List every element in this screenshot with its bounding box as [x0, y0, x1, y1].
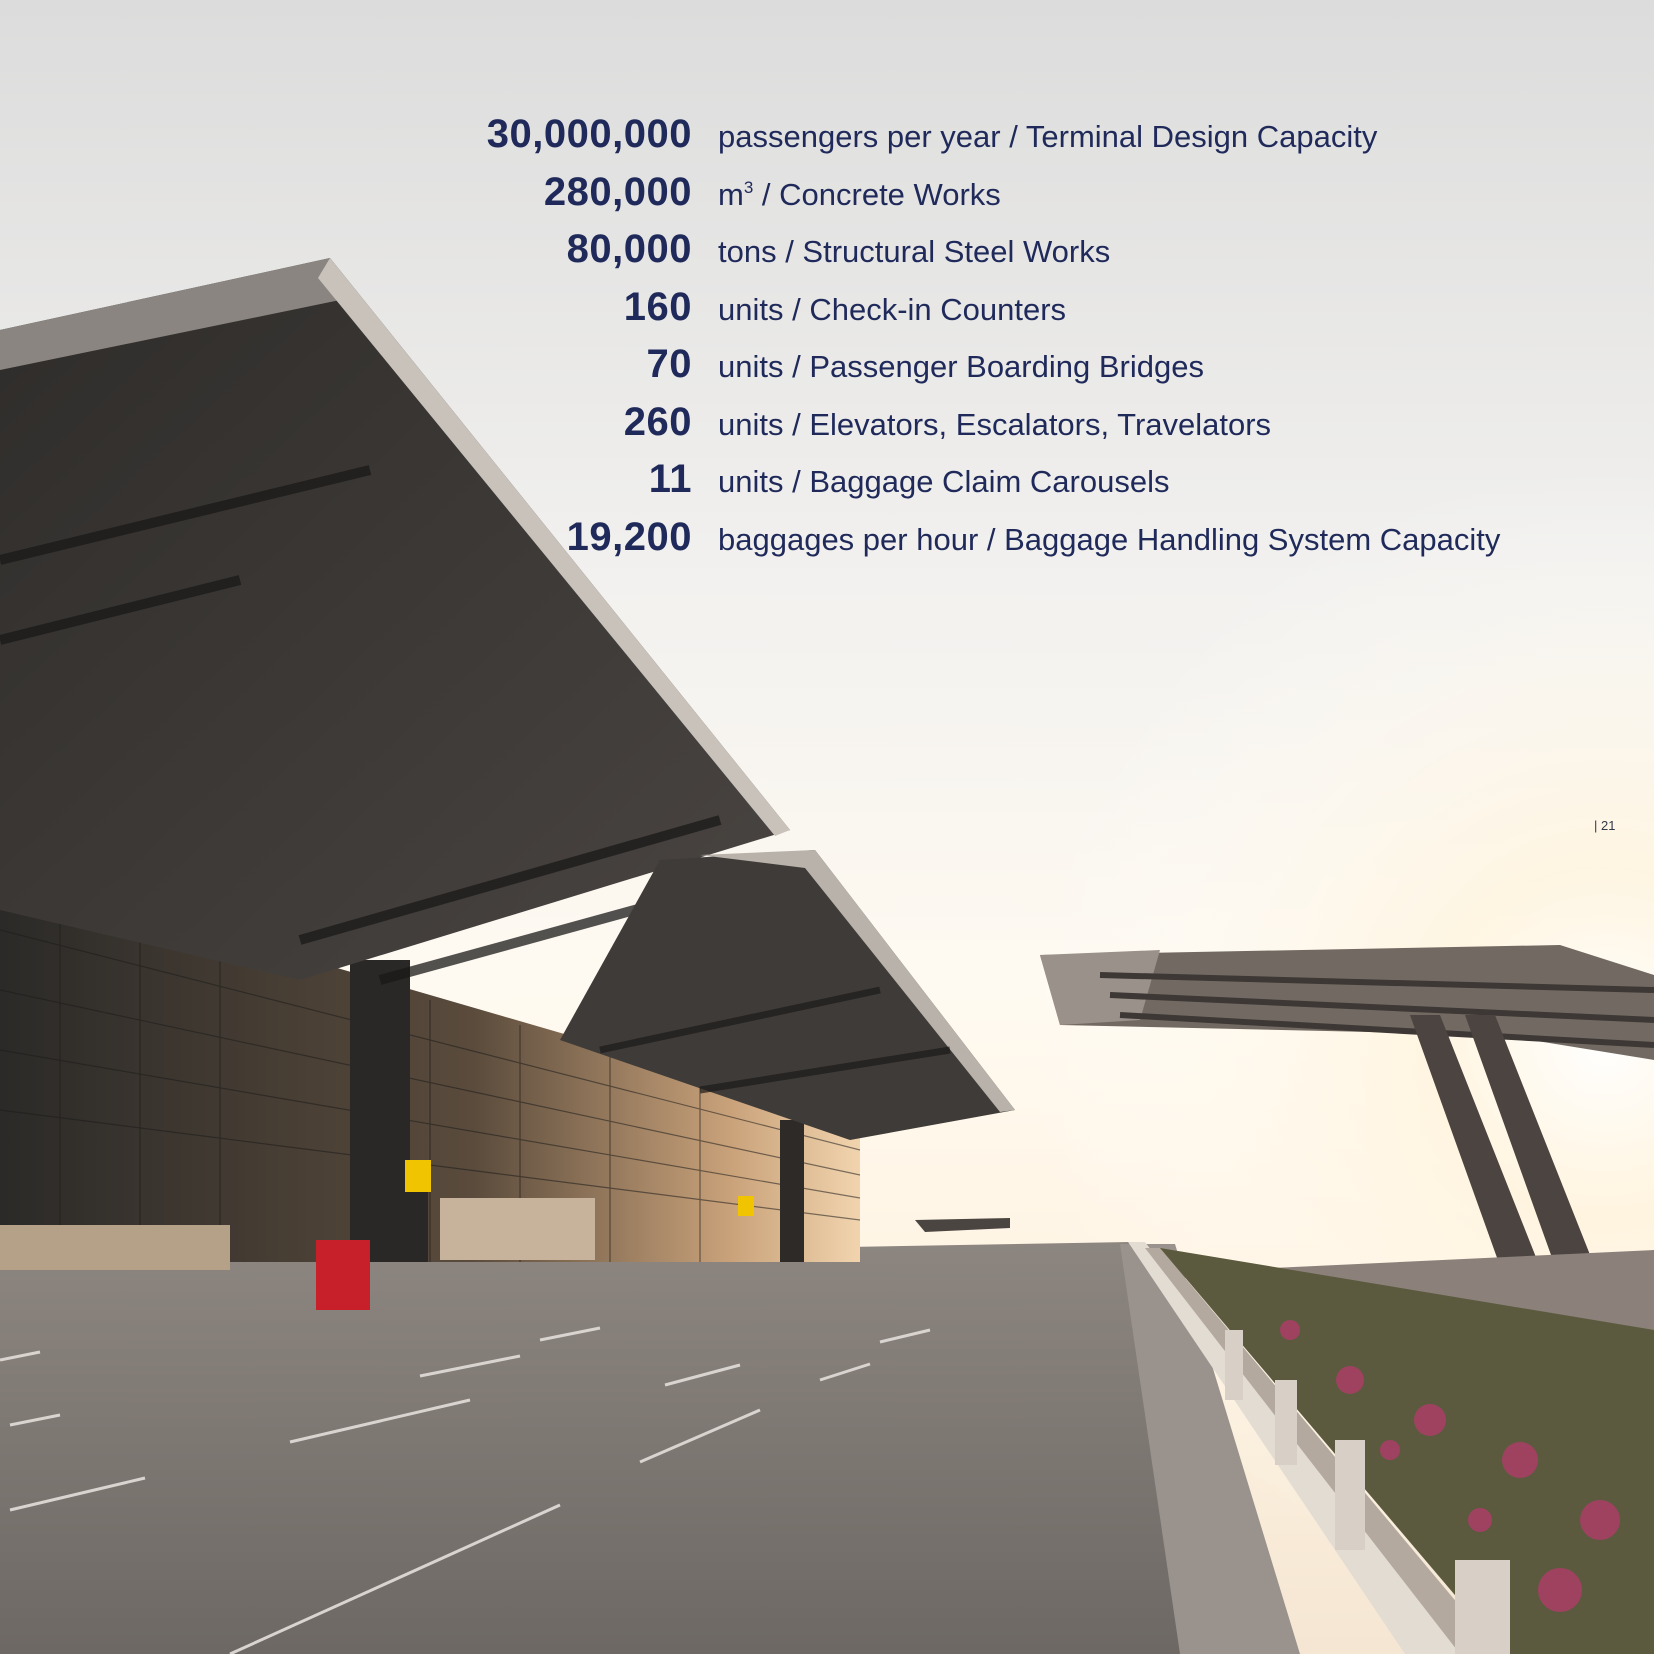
- stat-value: 280,000: [543, 169, 692, 214]
- page-number: | 21: [1594, 818, 1616, 833]
- stat-unit-superscript: 3: [743, 177, 754, 197]
- stat-label: tons / Structural Steel Works: [718, 234, 1111, 269]
- stat-row-elevators: [440, 400, 1620, 458]
- stat-value: 80,000: [566, 227, 692, 271]
- stat-row-boarding-bridges: [440, 342, 1620, 400]
- stat-label: units / Elevators, Escalators, Travelators: [718, 406, 1272, 442]
- stat-label-text: / Concrete Works: [753, 176, 1001, 212]
- stat-value: 260: [623, 399, 692, 444]
- stat-label: [718, 177, 1001, 213]
- stat-row-steel: [440, 227, 1620, 285]
- stat-value: 30,000,000: [486, 112, 692, 156]
- stat-label: units / Check-in Counters: [718, 291, 1067, 327]
- stat-label: passengers per year / Terminal Design Capacity: [718, 119, 1378, 154]
- stats-list: [440, 112, 1620, 572]
- stat-row-concrete: [440, 170, 1620, 228]
- stat-row-carousels: [440, 457, 1620, 515]
- stat-label: baggages per hour / Baggage Handling System Capacity: [718, 521, 1501, 557]
- stat-value: 11: [648, 457, 692, 501]
- stat-row-passengers: [440, 112, 1620, 170]
- stat-label: units / Passenger Boarding Bridges: [718, 349, 1204, 384]
- stat-row-baggage-handling: [440, 515, 1620, 573]
- stat-value: 70: [646, 342, 692, 386]
- stat-value: 160: [623, 284, 692, 329]
- stat-unit: m: [718, 176, 744, 212]
- stat-value: 19,200: [566, 514, 692, 559]
- stat-label: units / Baggage Claim Carousels: [718, 464, 1170, 499]
- stat-row-check-in: [440, 285, 1620, 343]
